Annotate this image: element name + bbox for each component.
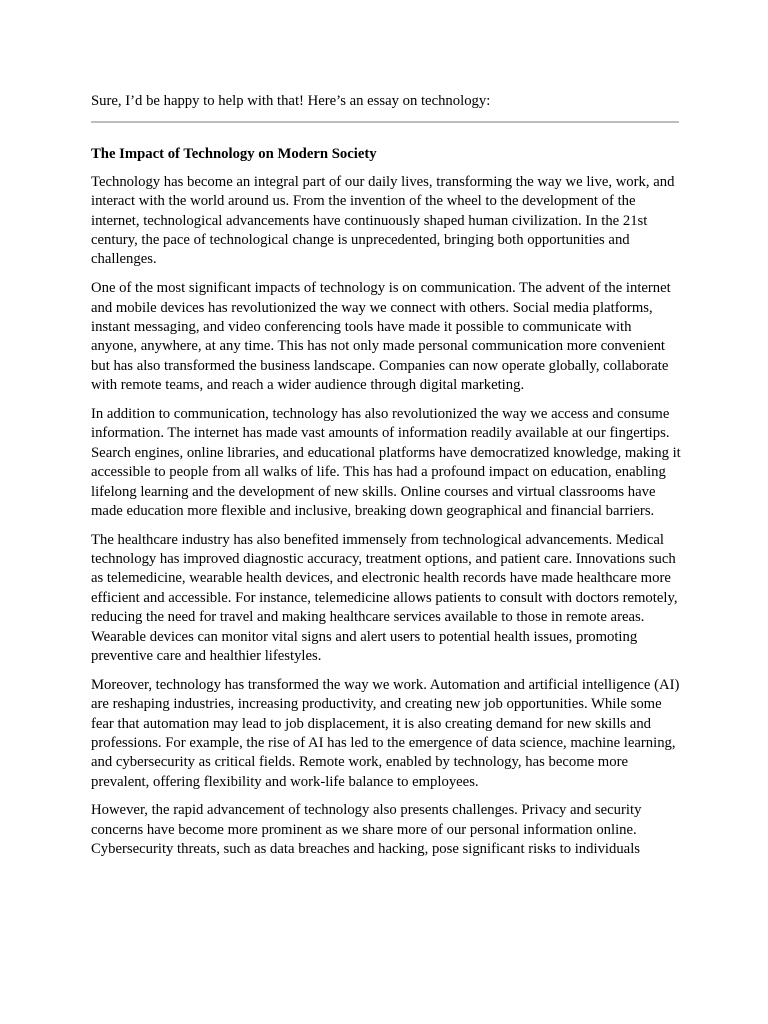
document-page bbox=[91, 92, 681, 869]
horizontal-rule bbox=[91, 121, 679, 123]
essay-paragraph: In addition to communication, technology has also revolutionized the way we access and consume information. The internet has made vast amounts of information readily available at our fingertips. Search engines, online libraries, and educational platforms have democratized knowledge, making it accessible to people from all walks of life. This has had a profound impact on education, enabling lifelong learning and the development of new skills. Online courses and virtual classrooms have made education more flexible and inclusive, breaking down geographical and financial barriers. bbox=[91, 405, 681, 519]
essay-paragraph: Technology has become an integral part of our daily lives, transforming the way we live, work, and interact with the world around us. From the invention of the wheel to the development of the internet, technological advancements have continuously shaped human civilization. In the 21st century, the pace of technological change is unprecedented, bringing both opportunities and challenges. bbox=[91, 173, 675, 268]
intro-text: Sure, I’d be happy to help with that! Here’s an essay on technology: bbox=[91, 93, 491, 109]
essay-paragraph: The healthcare industry has also benefited immensely from technological advancements. Medical technology has improved diagnostic accuracy, treatment options, and patient care. Innovations such as telemedicine, wearable health devices, and electronic health records have made healthcare more efficient and accessible. For instance, telemedicine allows patients to consult with doctors remotely, reducing the need for travel and making healthcare services available to those in remote areas. Wearable devices can monitor vital signs and alert users to potential health issues, promoting preventive care and healthier lifestyles. bbox=[91, 531, 678, 665]
essay-paragraph: One of the most significant impacts of technology is on communication. The advent of the internet and mobile devices has revolutionized the way we connect with others. Social media platforms, instant messaging, and video conferencing tools have made it possible to communicate with anyone, anywhere, at any time. This has not only made personal communication more convenient but has also transformed the business landscape. Companies can now operate globally, collaborate with remote teams, and reach a wider audience through digital marketing. bbox=[91, 280, 671, 394]
essay-paragraph: However, the rapid advancement of technology also presents challenges. Privacy and security concerns have become more prominent as we share more of our personal information online. Cybersecurity threats, such as data breaches and hacking, pose significant risks to individuals bbox=[91, 802, 642, 858]
essay-title: The Impact of Technology on Modern Society bbox=[91, 146, 377, 163]
essay-paragraph: Moreover, technology has transformed the way we work. Automation and artificial intelligence (AI) are reshaping industries, increasing productivity, and creating new job opportunities. While some fear that automation may lead to job displacement, it is also creating demand for new skills and professions. For example, the rise of AI has led to the emergence of data science, machine learning, and cybersecurity as critical fields. Remote work, enabled by technology, has become more prevalent, offering flexibility and work-life balance to employees. bbox=[91, 676, 680, 790]
